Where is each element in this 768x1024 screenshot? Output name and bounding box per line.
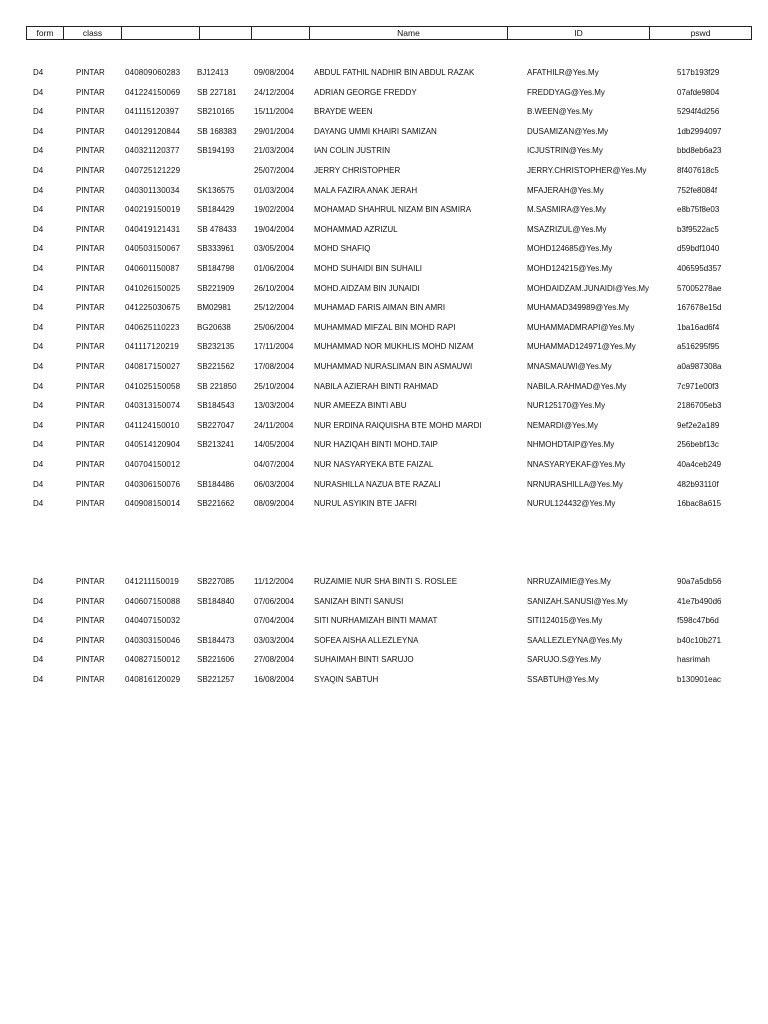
user-id-cell: FREDDYAG@Yes.My: [527, 87, 605, 97]
form-cell: D4: [33, 126, 44, 136]
name-cell: MOHD.AIDZAM BIN JUNAIDI: [314, 283, 420, 293]
name-cell: MOHD SUHAIDI BIN SUHAILI: [314, 264, 423, 273]
ic-number-cell: 040219150019: [125, 205, 181, 215]
sb-number-cell: SB210165: [197, 107, 235, 117]
table-row: [0, 86, 768, 100]
table-row: [0, 497, 768, 511]
name-cell: NURASHILLA NAZUA BTE RAZALI: [314, 479, 441, 489]
table-row: [0, 164, 768, 178]
class-cell: PINTAR: [76, 362, 105, 371]
header-form: form: [27, 27, 64, 40]
sb-number-cell: SB227085: [197, 577, 235, 586]
class-cell: PINTAR: [76, 205, 105, 215]
class-cell: PINTAR: [76, 244, 105, 254]
sb-number-cell: SB184798: [197, 264, 235, 273]
class-cell: PINTAR: [76, 635, 105, 645]
class-cell: PINTAR: [76, 460, 105, 469]
sb-number-cell: BM02981: [197, 303, 232, 313]
class-cell: PINTAR: [76, 381, 105, 391]
class-cell: PINTAR: [76, 283, 105, 293]
form-cell: D4: [33, 146, 44, 156]
name-cell: SITI NURHAMIZAH BINTI MAMAT: [314, 616, 438, 626]
sb-number-cell: SB221562: [197, 362, 235, 371]
password-cell: 8f407618c5: [677, 166, 719, 175]
name-cell: MOHAMAD SHAHRUL NIZAM BIN ASMIRA: [314, 205, 472, 215]
table-row: [0, 380, 768, 394]
password-cell: 167678e15d: [677, 303, 722, 313]
ic-number-cell: 041211150019: [125, 577, 180, 586]
user-id-cell: SSABTUH@Yes.My: [527, 675, 599, 684]
header-sb: [200, 27, 252, 40]
password-cell: 2186705eb3: [677, 401, 722, 411]
name-cell: NUR NASYARYEKA BTE FAIZAL: [314, 460, 434, 469]
dob-cell: 19/02/2004: [254, 205, 295, 215]
table-row: [0, 478, 768, 492]
name-cell: MUHAMAD FARIS AIMAN BIN AMRI: [314, 303, 446, 313]
name-cell: NUR AMEEZA BINTI ABU: [314, 401, 407, 411]
user-id-cell: M.SASMIRA@Yes.My: [527, 205, 606, 215]
form-cell: D4: [33, 479, 44, 489]
user-id-cell: SITI124015@Yes.My: [527, 616, 603, 626]
dob-cell: 13/03/2004: [254, 401, 295, 411]
name-cell: MUHAMMAD NOR MUKHLIS MOHD NIZAM: [314, 342, 474, 352]
user-id-cell: NRNURASHILLA@Yes.My: [527, 479, 623, 489]
table-row: [0, 125, 768, 139]
dob-cell: 06/03/2004: [254, 479, 295, 489]
user-id-cell: B.WEEN@Yes.My: [527, 107, 593, 117]
table-row: [0, 105, 768, 119]
form-cell: D4: [33, 166, 44, 175]
ic-number-cell: 040129120844: [125, 126, 181, 136]
sb-number-cell: SB 168383: [197, 126, 237, 136]
ic-number-cell: 041124150010: [125, 420, 180, 430]
password-cell: 90a7a5db56: [677, 577, 722, 586]
form-cell: D4: [33, 205, 44, 215]
class-cell: PINTAR: [76, 655, 105, 665]
user-id-cell: MSAZRIZUL@Yes.My: [527, 224, 607, 234]
dob-cell: 17/11/2004: [254, 342, 294, 352]
class-cell: PINTAR: [76, 577, 105, 586]
dob-cell: 25/10/2004: [254, 381, 295, 391]
sb-number-cell: SB221662: [197, 499, 235, 509]
sb-number-cell: SB221257: [197, 675, 235, 684]
sb-number-cell: SB221909: [197, 283, 235, 293]
header-pswd: pswd: [650, 27, 752, 40]
class-cell: PINTAR: [76, 499, 105, 509]
password-cell: d59bdf1040: [677, 244, 720, 254]
class-cell: PINTAR: [76, 401, 105, 411]
ic-number-cell: 041115120397: [125, 107, 180, 117]
password-cell: hasrimah: [677, 655, 710, 665]
name-cell: IAN COLIN JUSTRIN: [314, 146, 391, 156]
class-cell: PINTAR: [76, 126, 105, 136]
class-cell: PINTAR: [76, 596, 105, 606]
password-cell: 7c971e00f3: [677, 381, 719, 391]
user-id-cell: MUHAMMADMRAPI@Yes.My: [527, 322, 635, 332]
form-cell: D4: [33, 303, 44, 313]
class-cell: PINTAR: [76, 68, 105, 77]
sb-number-cell: SB184840: [197, 596, 235, 606]
password-cell: 517b193f29: [677, 68, 720, 77]
form-cell: D4: [33, 596, 44, 606]
ic-number-cell: 041224150069: [125, 87, 181, 97]
name-cell: NURUL ASYIKIN BTE JAFRI: [314, 499, 417, 509]
user-id-cell: MOHDAIDZAM.JUNAIDI@Yes.My: [527, 283, 650, 293]
table-row: [0, 458, 768, 472]
ic-number-cell: 040908150014: [125, 499, 181, 509]
password-cell: 07afde9804: [677, 87, 720, 97]
dob-cell: 03/05/2004: [254, 244, 295, 254]
dob-cell: 08/09/2004: [254, 499, 295, 509]
password-cell: bbd8eb6a23: [677, 146, 722, 156]
ic-number-cell: 040704150012: [125, 460, 181, 469]
ic-number-cell: 040306150076: [125, 479, 181, 489]
password-cell: b40c10b271: [677, 635, 722, 645]
form-cell: D4: [33, 322, 44, 332]
table-row: [0, 340, 768, 354]
table-row: [0, 595, 768, 609]
class-cell: PINTAR: [76, 479, 105, 489]
password-cell: 482b93110f: [677, 479, 719, 489]
user-id-cell: MNASMAUWI@Yes.My: [527, 362, 612, 371]
dob-cell: 27/08/2004: [254, 655, 295, 665]
table-row: [0, 634, 768, 648]
user-id-cell: MOHD124685@Yes.My: [527, 244, 613, 254]
ic-number-cell: 040514120904: [125, 440, 181, 450]
name-cell: NUR ERDINA RAIQUISHA BTE MOHD MARDI: [314, 420, 482, 430]
table-row: [0, 575, 768, 589]
sb-number-cell: BJ12413: [197, 68, 229, 77]
password-cell: b3f9522ac5: [677, 224, 719, 234]
form-cell: D4: [33, 616, 44, 626]
form-cell: D4: [33, 440, 44, 450]
password-cell: 406595d357: [677, 264, 722, 273]
name-cell: MOHD SHAFIQ: [314, 244, 371, 254]
dob-cell: 07/06/2004: [254, 596, 295, 606]
class-cell: PINTAR: [76, 166, 105, 175]
dob-cell: 15/11/2004: [254, 107, 294, 117]
table-row: [0, 673, 768, 687]
dob-cell: 17/08/2004: [254, 362, 295, 371]
sb-number-cell: SB227047: [197, 420, 235, 430]
ic-number-cell: 040809060283: [125, 68, 181, 77]
form-cell: D4: [33, 264, 44, 273]
form-cell: D4: [33, 362, 44, 371]
class-cell: PINTAR: [76, 342, 105, 352]
password-cell: 1db2994097: [677, 126, 722, 136]
password-cell: 40a4ceb249: [677, 460, 722, 469]
ic-number-cell: 040419121431: [125, 224, 181, 234]
password-cell: a516295f95: [677, 342, 720, 352]
password-cell: a0a987308a: [677, 362, 722, 371]
user-id-cell: SARUJO.S@Yes.My: [527, 655, 602, 665]
ic-number-cell: 041025150058: [125, 381, 181, 391]
table-row: [0, 242, 768, 256]
dob-cell: 25/07/2004: [254, 166, 295, 175]
table-row: [0, 66, 768, 80]
ic-number-cell: 040313150074: [125, 401, 181, 411]
password-cell: 57005278ae: [677, 283, 722, 293]
user-id-cell: NNASYARYEKAF@Yes.My: [527, 460, 626, 469]
sb-number-cell: SB184486: [197, 479, 235, 489]
class-cell: PINTAR: [76, 107, 105, 117]
user-id-cell: NURUL124432@Yes.My: [527, 499, 616, 509]
table-row: [0, 321, 768, 335]
table-row: [0, 203, 768, 217]
user-id-cell: NABILA.RAHMAD@Yes.My: [527, 381, 627, 391]
table-row: [0, 262, 768, 276]
class-cell: PINTAR: [76, 185, 105, 195]
user-id-cell: SANIZAH.SANUSI@Yes.My: [527, 596, 628, 606]
form-cell: D4: [33, 675, 44, 684]
sb-number-cell: SB194193: [197, 146, 235, 156]
dob-cell: 25/06/2004: [254, 322, 295, 332]
password-cell: f598c47b6d: [677, 616, 719, 626]
class-cell: PINTAR: [76, 322, 105, 332]
ic-number-cell: 040321120377: [125, 146, 180, 156]
class-cell: PINTAR: [76, 420, 105, 430]
ic-number-cell: 040601150087: [125, 264, 180, 273]
sb-number-cell: SB232135: [197, 342, 235, 352]
user-id-cell: NEMARDI@Yes.My: [527, 420, 598, 430]
table-row: [0, 399, 768, 413]
user-id-cell: MUHAMMAD124971@Yes.My: [527, 342, 636, 352]
name-cell: DAYANG UMMI KHAIRI SAMIZAN: [314, 126, 437, 136]
class-cell: PINTAR: [76, 264, 105, 273]
user-id-cell: MUHAMAD349989@Yes.My: [527, 303, 630, 313]
form-cell: D4: [33, 342, 44, 352]
name-cell: MOHAMMAD AZRIZUL: [314, 224, 398, 234]
name-cell: SUHAIMAH BINTI SARUJO: [314, 655, 414, 665]
dob-cell: 03/03/2004: [254, 635, 295, 645]
ic-number-cell: 040625110223: [125, 322, 180, 332]
name-cell: MUHAMMAD MIFZAL BIN MOHD RAPI: [314, 322, 456, 332]
table-row: [0, 184, 768, 198]
dob-cell: 01/03/2004: [254, 185, 295, 195]
table-row: [0, 419, 768, 433]
header-ic: [122, 27, 200, 40]
sb-number-cell: SB 227181: [197, 87, 237, 97]
header-row: [26, 26, 752, 40]
sb-number-cell: BG20638: [197, 322, 231, 332]
password-cell: 5294f4d256: [677, 107, 720, 117]
header-class: class: [64, 27, 122, 40]
table-row: [0, 438, 768, 452]
user-id-cell: NRRUZAIMIE@Yes.My: [527, 577, 611, 586]
name-cell: MUHAMMAD NURASLIMAN BIN ASMAUWI: [314, 362, 473, 371]
name-cell: NABILA AZIERAH BINTI RAHMAD: [314, 381, 439, 391]
ic-number-cell: 040407150032: [125, 616, 181, 626]
name-cell: SOFEA AISHA ALLEZLEYNA: [314, 635, 419, 645]
name-cell: MALA FAZIRA ANAK JERAH: [314, 185, 418, 195]
dob-cell: 19/04/2004: [254, 224, 295, 234]
sb-number-cell: SB333961: [197, 244, 235, 254]
table-row: [0, 223, 768, 237]
password-cell: b130901eac: [677, 675, 722, 684]
password-cell: 1ba16ad6f4: [677, 322, 720, 332]
class-cell: PINTAR: [76, 675, 105, 684]
table-row: [0, 144, 768, 158]
table-row: [0, 301, 768, 315]
name-cell: ADRIAN GEORGE FREDDY: [314, 87, 417, 97]
password-cell: 256bebf13c: [677, 440, 719, 450]
dob-cell: 01/06/2004: [254, 264, 295, 273]
table-row: [0, 653, 768, 667]
ic-number-cell: 041225030675: [125, 303, 181, 313]
user-id-cell: DUSAMIZAN@Yes.My: [527, 126, 609, 136]
ic-number-cell: 040503150067: [125, 244, 181, 254]
dob-cell: 14/05/2004: [254, 440, 295, 450]
user-id-cell: MFAJERAH@Yes.My: [527, 185, 604, 195]
header-name: Name: [310, 27, 508, 40]
password-cell: 9ef2e2a189: [677, 420, 720, 430]
table-row: [0, 614, 768, 628]
form-cell: D4: [33, 655, 44, 665]
sb-number-cell: SB184473: [197, 635, 235, 645]
ic-number-cell: 041117120219: [125, 342, 180, 352]
user-id-cell: JERRY.CHRISTOPHER@Yes.My: [527, 166, 647, 175]
sb-number-cell: SB184543: [197, 401, 235, 411]
name-cell: RUZAIMIE NUR SHA BINTI S. ROSLEE: [314, 577, 458, 586]
dob-cell: 07/04/2004: [254, 616, 295, 626]
dob-cell: 25/12/2004: [254, 303, 295, 313]
form-cell: D4: [33, 420, 44, 430]
dob-cell: 26/10/2004: [254, 283, 295, 293]
dob-cell: 09/08/2004: [254, 68, 295, 77]
dob-cell: 24/12/2004: [254, 87, 295, 97]
class-cell: PINTAR: [76, 303, 105, 313]
header-id: ID: [508, 27, 650, 40]
ic-number-cell: 040303150046: [125, 635, 181, 645]
header-dob: [252, 27, 310, 40]
user-id-cell: AFATHILR@Yes.My: [527, 68, 599, 77]
form-cell: D4: [33, 224, 44, 234]
ic-number-cell: 040827150012: [125, 655, 181, 665]
name-cell: ABDUL FATHIL NADHIR BIN ABDUL RAZAK: [314, 68, 475, 77]
sb-number-cell: SB 478433: [197, 224, 237, 234]
form-cell: D4: [33, 87, 44, 97]
dob-cell: 11/12/2004: [254, 577, 294, 586]
ic-number-cell: 040725121229: [125, 166, 181, 175]
form-cell: D4: [33, 185, 44, 195]
sb-number-cell: SB 221850: [197, 381, 237, 391]
form-cell: D4: [33, 244, 44, 254]
ic-number-cell: 040301130034: [125, 185, 180, 195]
ic-number-cell: 041026150025: [125, 283, 181, 293]
user-id-cell: NHMOHDTAIP@Yes.My: [527, 440, 615, 450]
ic-number-cell: 040816120029: [125, 675, 181, 684]
user-id-cell: NUR125170@Yes.My: [527, 401, 606, 411]
form-cell: D4: [33, 635, 44, 645]
form-cell: D4: [33, 499, 44, 509]
table-row: [0, 360, 768, 374]
sb-number-cell: SB221606: [197, 655, 235, 665]
form-cell: D4: [33, 283, 44, 293]
table-row: [0, 282, 768, 296]
class-cell: PINTAR: [76, 146, 105, 156]
name-cell: JERRY CHRISTOPHER: [314, 166, 401, 175]
dob-cell: 29/01/2004: [254, 126, 295, 136]
name-cell: SANIZAH BINTI SANUSI: [314, 596, 404, 606]
dob-cell: 21/03/2004: [254, 146, 295, 156]
class-cell: PINTAR: [76, 224, 105, 234]
name-cell: SYAQIN SABTUH: [314, 675, 379, 684]
form-cell: D4: [33, 577, 44, 586]
form-cell: D4: [33, 460, 44, 469]
user-id-cell: SAALLEZLEYNA@Yes.My: [527, 635, 623, 645]
password-cell: e8b75f8e03: [677, 205, 720, 215]
ic-number-cell: 040817150027: [125, 362, 181, 371]
name-cell: BRAYDE WEEN: [314, 107, 373, 117]
dob-cell: 24/11/2004: [254, 420, 294, 430]
form-cell: D4: [33, 107, 44, 117]
ic-number-cell: 040607150088: [125, 596, 181, 606]
class-cell: PINTAR: [76, 616, 105, 626]
form-cell: D4: [33, 381, 44, 391]
password-cell: 16bac8a615: [677, 499, 722, 509]
name-cell: NUR HAZIQAH BINTI MOHD.TAIP: [314, 440, 438, 450]
class-cell: PINTAR: [76, 440, 105, 450]
password-cell: 41e7b490d6: [677, 596, 722, 606]
sb-number-cell: SB184429: [197, 205, 235, 215]
user-id-cell: MOHD124215@Yes.My: [527, 264, 613, 273]
sb-number-cell: SB213241: [197, 440, 235, 450]
class-cell: PINTAR: [76, 87, 105, 97]
sb-number-cell: SK136575: [197, 185, 235, 195]
password-cell: 752fe8084f: [677, 185, 718, 195]
user-id-cell: ICJUSTRIN@Yes.My: [527, 146, 603, 156]
form-cell: D4: [33, 401, 44, 411]
form-cell: D4: [33, 68, 44, 77]
dob-cell: 16/08/2004: [254, 675, 295, 684]
dob-cell: 04/07/2004: [254, 460, 295, 469]
